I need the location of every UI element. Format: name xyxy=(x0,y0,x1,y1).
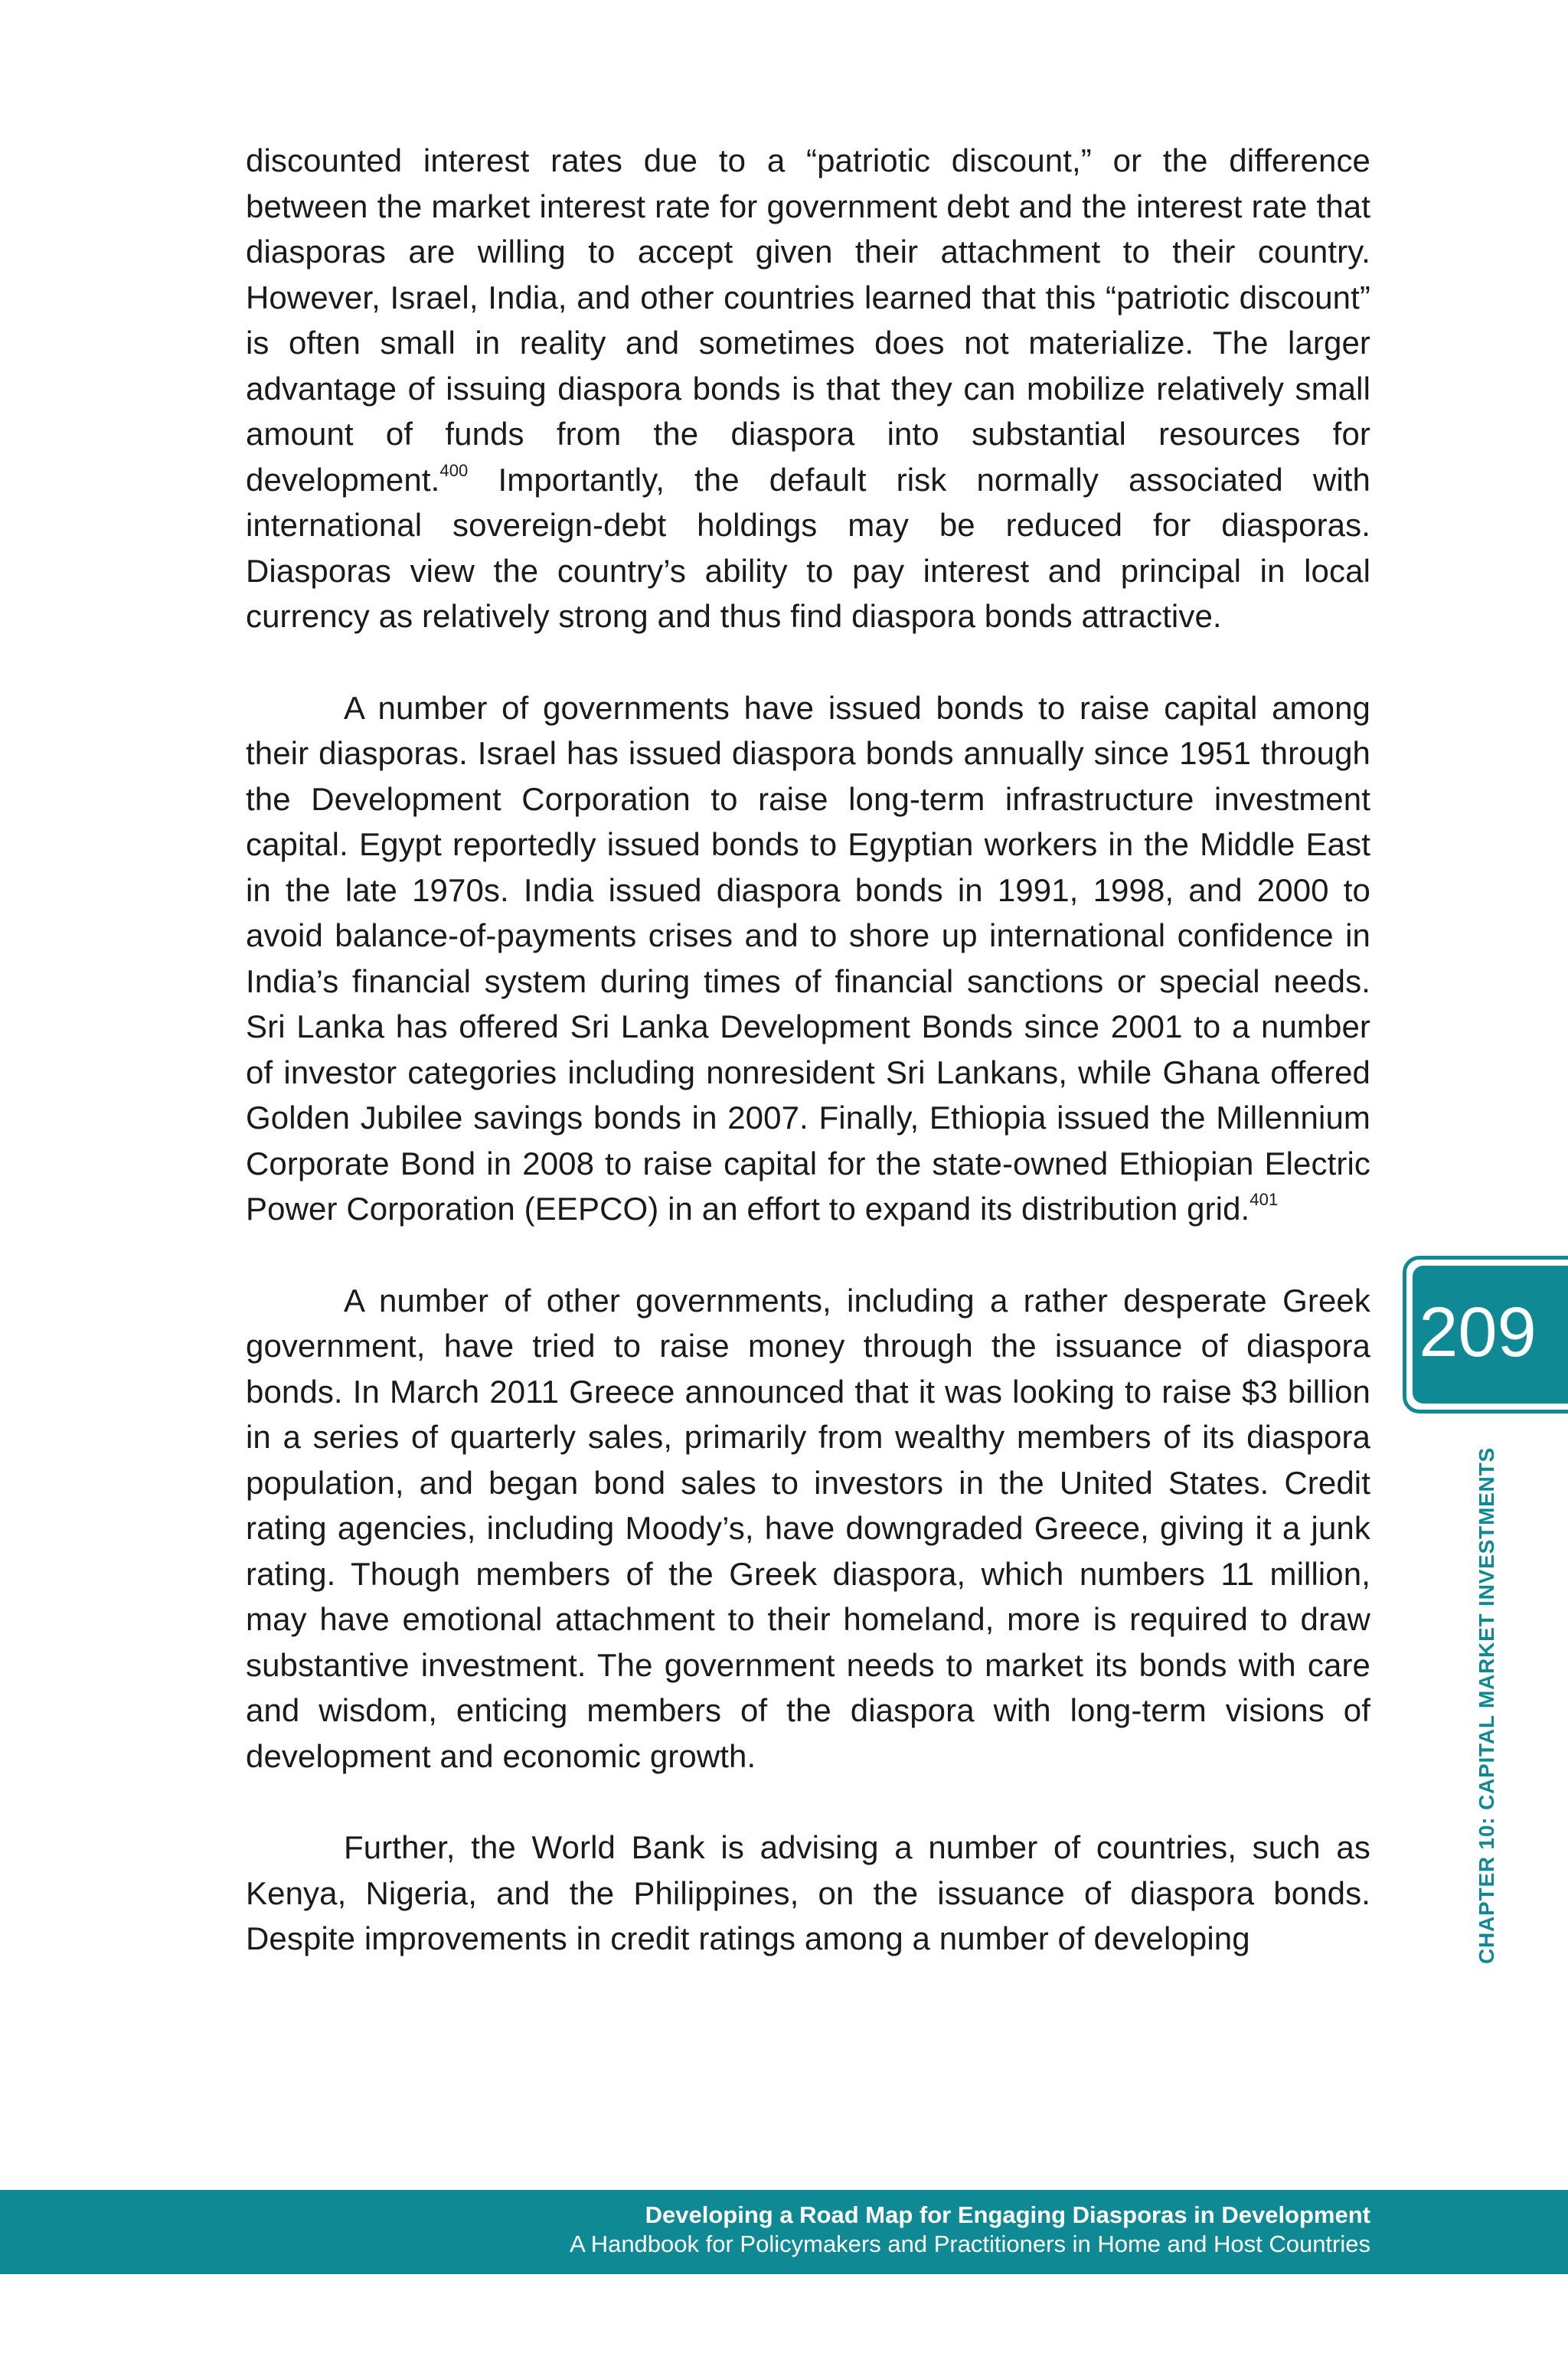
paragraph-4 xyxy=(246,1825,1370,1962)
paragraph-3-text: A number of other governments, including a rather desperate Greek government, have tried to raise money through the issuance of diaspora bonds. In March 2011 Greece announced that it was looking to raise $3 billion in a series of quarterly sales, primarily from wealthy members of its diaspora population, and began bond sales to investors in the United States. Credit rating agencies, including Moody’s, have downgraded Greece, giving it a junk rating. Though members of the Greek diaspora, which numbers 11 million, may have emotional attachment to their homeland, more is required to draw substantive investment. The government needs to market its bonds with care and wisdom, enticing members of the diaspora with long-term visions of development and economic growth. xyxy=(246,1282,1370,1774)
paragraph-1-text-after: Importantly, the default risk normally associated with international sovereign-debt holdings may be reduced for diasporas. Diasporas view the country’s ability to pay interest and principal in local currency as relatively strong and thus find diaspora bonds attractive. xyxy=(246,461,1370,634)
paragraph-1 xyxy=(246,138,1370,639)
paragraph-2 xyxy=(246,685,1370,1232)
page-number: 209 xyxy=(1419,1293,1537,1371)
footer-book-title: Developing a Road Map for Engaging Diasporas in Development xyxy=(645,2201,1370,2228)
footer-book-subtitle: A Handbook for Policymakers and Practitioners in Home and Host Countries xyxy=(570,2230,1370,2257)
page-number-tab xyxy=(1403,1256,1568,1413)
paragraph-4-text: Further, the World Bank is advising a number of countries, such as Kenya, Nigeria, and the Philippines, on the issuance of diaspora bonds. Despite improvements in credit ratings among a number of developing xyxy=(246,1829,1370,1956)
footnote-ref-401[interactable]: 401 xyxy=(1250,1190,1279,1209)
footnote-ref-400[interactable]: 400 xyxy=(439,460,469,480)
paragraph-3 xyxy=(246,1278,1370,1779)
footer-band xyxy=(0,2190,1568,2274)
paragraph-2-text-before: A number of governments have issued bonds to raise capital among their diasporas. Israel has issued diaspora bonds annually since 1951 through the Development Corporation to raise long-term infrastructure investment capital. Egypt reportedly issued bonds to Egyptian workers in the Middle East in the late 1970s. India issued diaspora bonds in 1991, 1998, and 2000 to avoid balance-of-payments crises and to shore up international confidence in India’s financial system during times of financial sanctions or special needs. Sri Lanka has offered Sri Lanka Development Bonds since 2001 to a number of investor categories including nonresident Sri Lankans, while Ghana offered Golden Jubilee savings bonds in 2007. Finally, Ethiopia issued the Millennium Corporate Bond in 2008 to raise capital for the state-owned Ethiopian Electric Power Corporation (EEPCO) in an effort to expand its distribution grid. xyxy=(246,689,1370,1227)
paragraph-1-text-before: discounted interest rates due to a “patriotic discount,” or the difference between the market interest rate for government debt and the interest rate that diasporas are willing to accept given their attachment to their country. However, Israel, India, and other countries learned that this “patriotic discount” is often small in reality and sometimes does not materialize. The larger advantage of issuing diaspora bonds is that they can mobilize relatively small amount of funds from the diaspora into substantial resources for development. xyxy=(246,142,1370,498)
chapter-label: CHAPTER 10: CAPITAL MARKET INVESTMENTS xyxy=(1475,1447,1498,1964)
footer-text xyxy=(570,2201,1370,2259)
page-body xyxy=(246,138,1370,2008)
